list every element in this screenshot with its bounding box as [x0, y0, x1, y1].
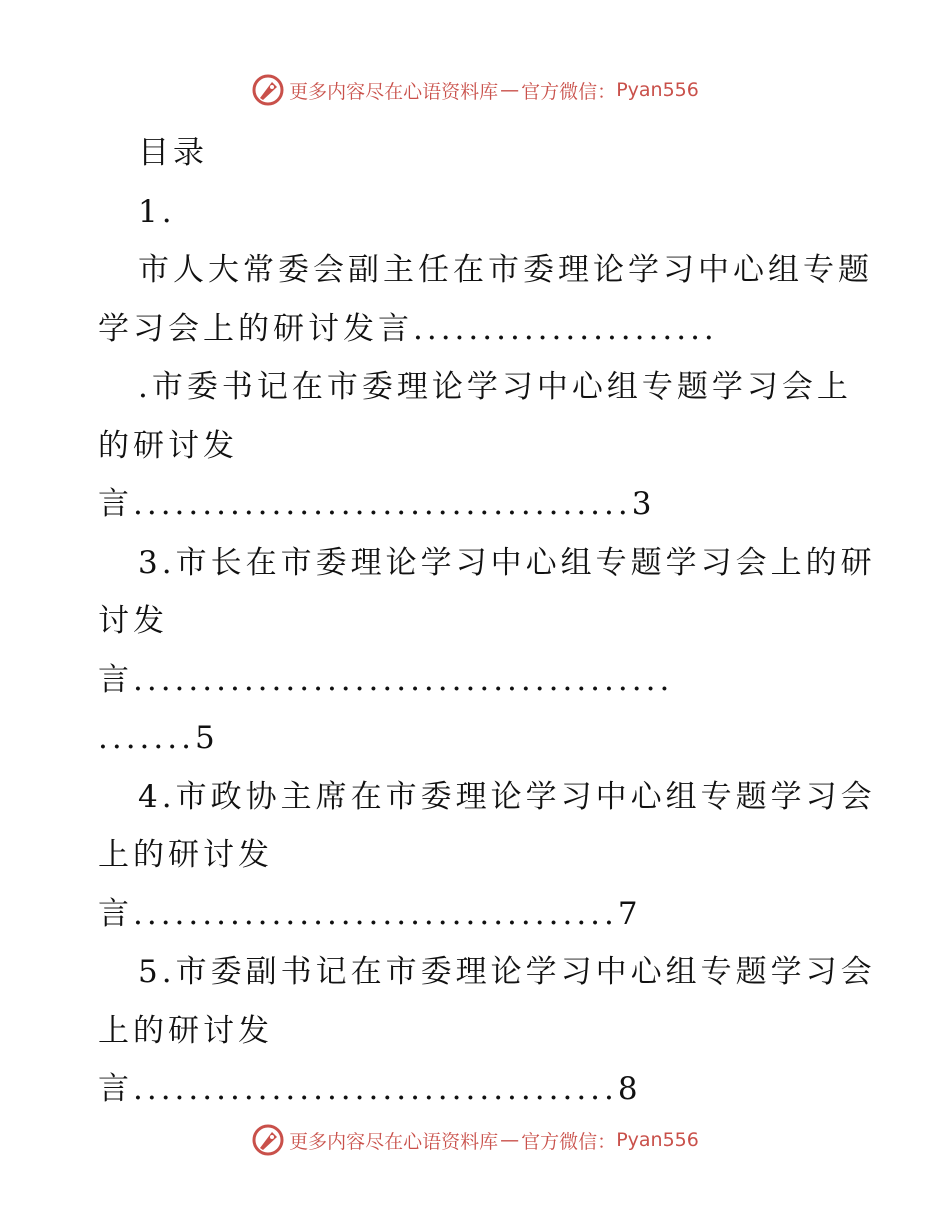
toc-title: 目录 [138, 135, 208, 171]
toc-line: .......5 [98, 720, 219, 756]
toc-line: 4.市政协主席在市委理论学习中心组专题学习会 [138, 778, 876, 815]
pen-nib-logo-icon [251, 73, 285, 107]
toc-line: 言...................................8 [98, 1071, 642, 1107]
watermark-dash: — [500, 1129, 520, 1151]
toc-line: 5.市委副书记在市委理论学习中心组专题学习会 [138, 954, 876, 990]
toc-line: 3.市长在市委理论学习中心组专题学习会上的研 [138, 544, 876, 581]
toc-line: 讨发 [98, 603, 168, 639]
footer-watermark [0, 1120, 950, 1160]
header-watermark [0, 70, 950, 110]
toc-line: 言....................................3 [98, 486, 656, 522]
toc-line: .市委书记在市委理论学习中心组专题学习会上 [138, 369, 852, 405]
toc-line: 市人大常委会副主任在市委理论学习中心组专题 [138, 252, 873, 288]
toc-line: 上的研讨发 [98, 837, 273, 873]
toc-line: 言...................................7 [98, 895, 642, 932]
watermark-wechat-label: 官方微信： [521, 1130, 617, 1153]
watermark-site-text: 更多内容尽在心语资料库 [289, 1130, 499, 1153]
watermark-site-text: 更多内容尽在心语资料库 [289, 80, 499, 103]
pen-nib-logo-icon [251, 1123, 285, 1157]
toc-line: 言....................................... [98, 661, 674, 698]
toc-line: 1. [138, 193, 176, 230]
toc-line: 的研讨发 [98, 427, 238, 464]
toc-line: 学习会上的研讨发言...................... [98, 310, 718, 347]
table-of-contents [98, 124, 876, 1119]
watermark-wechat-id: Pyan556 [616, 79, 699, 101]
watermark-wechat-label: 官方微信： [521, 80, 617, 103]
watermark-dash: — [500, 79, 520, 101]
toc-line: 上的研讨发 [98, 1012, 273, 1049]
watermark-wechat-id: Pyan556 [616, 1129, 699, 1151]
